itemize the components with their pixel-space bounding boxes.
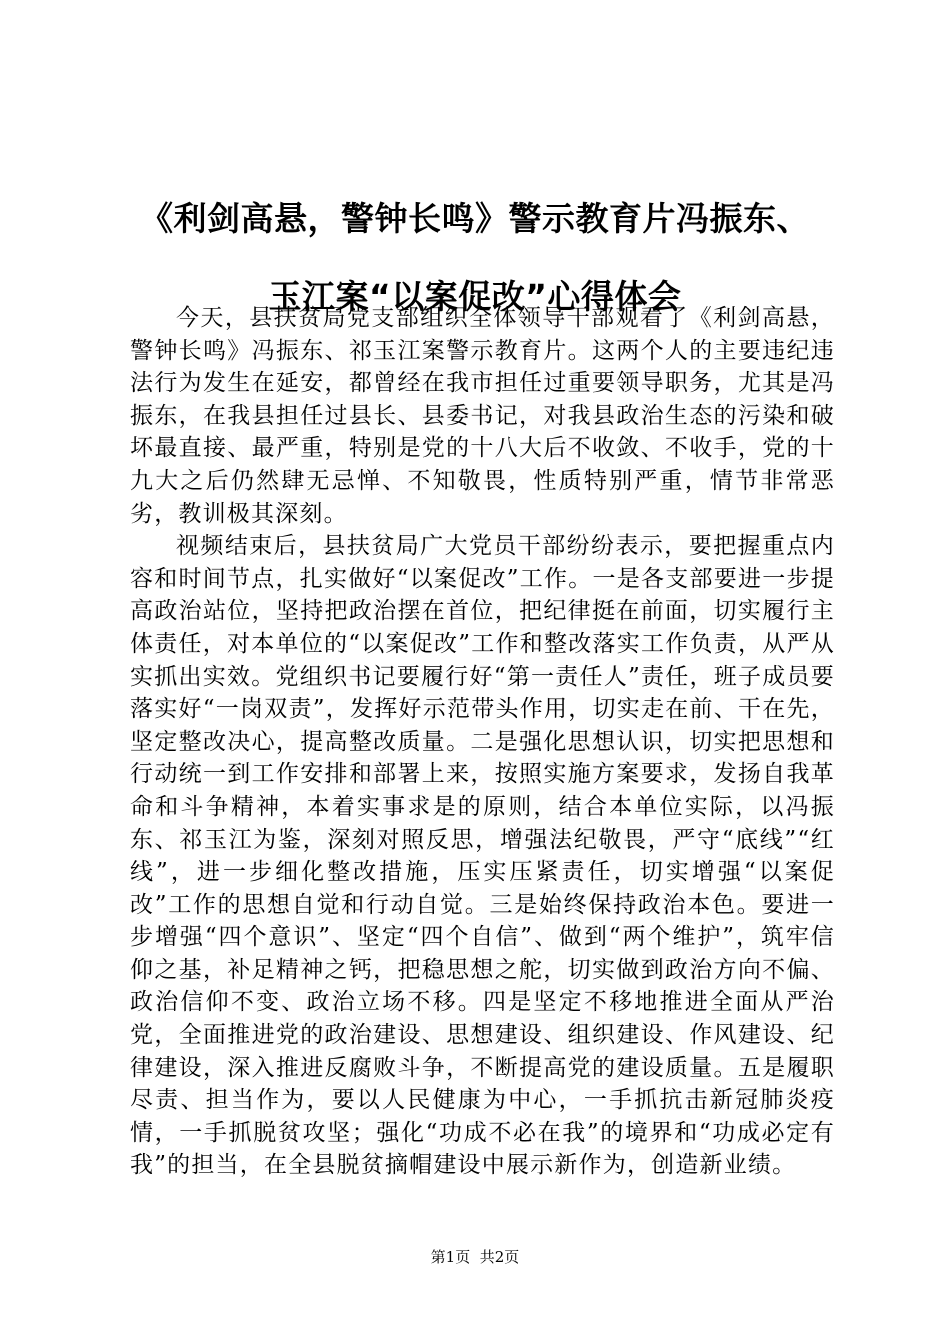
page-number: 第1页: [430, 1248, 471, 1266]
body-paragraph-2: 视频结束后，县扶贫局广大党员干部纷纷表示，要把握重点内容和时间节点，扎实做好“以案促改”工作。一是各支部要进一步提高政治站位，坚持把政治摆在首位，把纪律挺在前面，切实履行主体责任，对本单位的“以案促改”工作和整改落实工作负责，从严从实抓出实效。党组织书记要履行好“第一责任人”责任，班子成员要落实好“一岗双责”，发挥好示范带头作用，切实走在前、干在先，坚定整改决心，提高整改质量。二是强化思想认识，切实把思想和行动统一到工作安排和部署上来，按照实施方案要求，发扬自我革命和斗争精神，本着实事求是的原则，结合本单位实际，以冯振东、祁玉江为鉴，深刻对照反思，增强法纪敬畏，严守“底线”“红线”，进一步细化整改措施，压实压紧责任，切实增强“以案促改”工作的思想自觉和行动自觉。三是始终保持政治本色。要进一步增强“四个意识”、坚定“四个自信”、做到“两个维护”，筑牢信仰之基，补足精神之钙，把稳思想之舵，切实做到政治方向不偏、政治信仰不变、政治立场不移。四是坚定不移地推进全面从严治党，全面推进党的政治建设、思想建设、组织建设、作风建设、纪律建设，深入推进反腐败斗争，不断提高党的建设质量。五是履职尽责、担当作为，要以人民健康为中心，一手抓抗击新冠肺炎疫情，一手抓脱贫攻坚；强化“功成不必在我”的境界和“功成必定有我”的担当，在全县脱贫摘帽建设中展示新作为，创造新业绩。: [130, 533, 835, 1179]
title-line-1: 《利剑高悬，警钟长鸣》警示教育片冯振东、: [140, 199, 810, 238]
title-line-2: 玉江案“以案促改”心得体会: [268, 277, 682, 316]
body-paragraph-1: 今天，县扶贫局党支部组织全体领导干部观看了《利剑高悬，警钟长鸣》冯振东、祁玉江案警示教育片。这两个人的主要违纪违法行为发生在延安，都曾经在我市担任过重要领导职务，尤其是冯振东，在我县担任过县长、县委书记，对我县政治生态的污染和破坏最直接、最严重，特别是党的十八大后不收敛、不收手，党的十九大之后仍然肆无忌惮、不知敬畏，性质特别严重，情节非常恶劣，教训极其深刻。: [130, 305, 835, 527]
document-body: [130, 302, 835, 1182]
page-total: 共2页: [479, 1248, 520, 1266]
page-footer: [0, 1247, 950, 1267]
